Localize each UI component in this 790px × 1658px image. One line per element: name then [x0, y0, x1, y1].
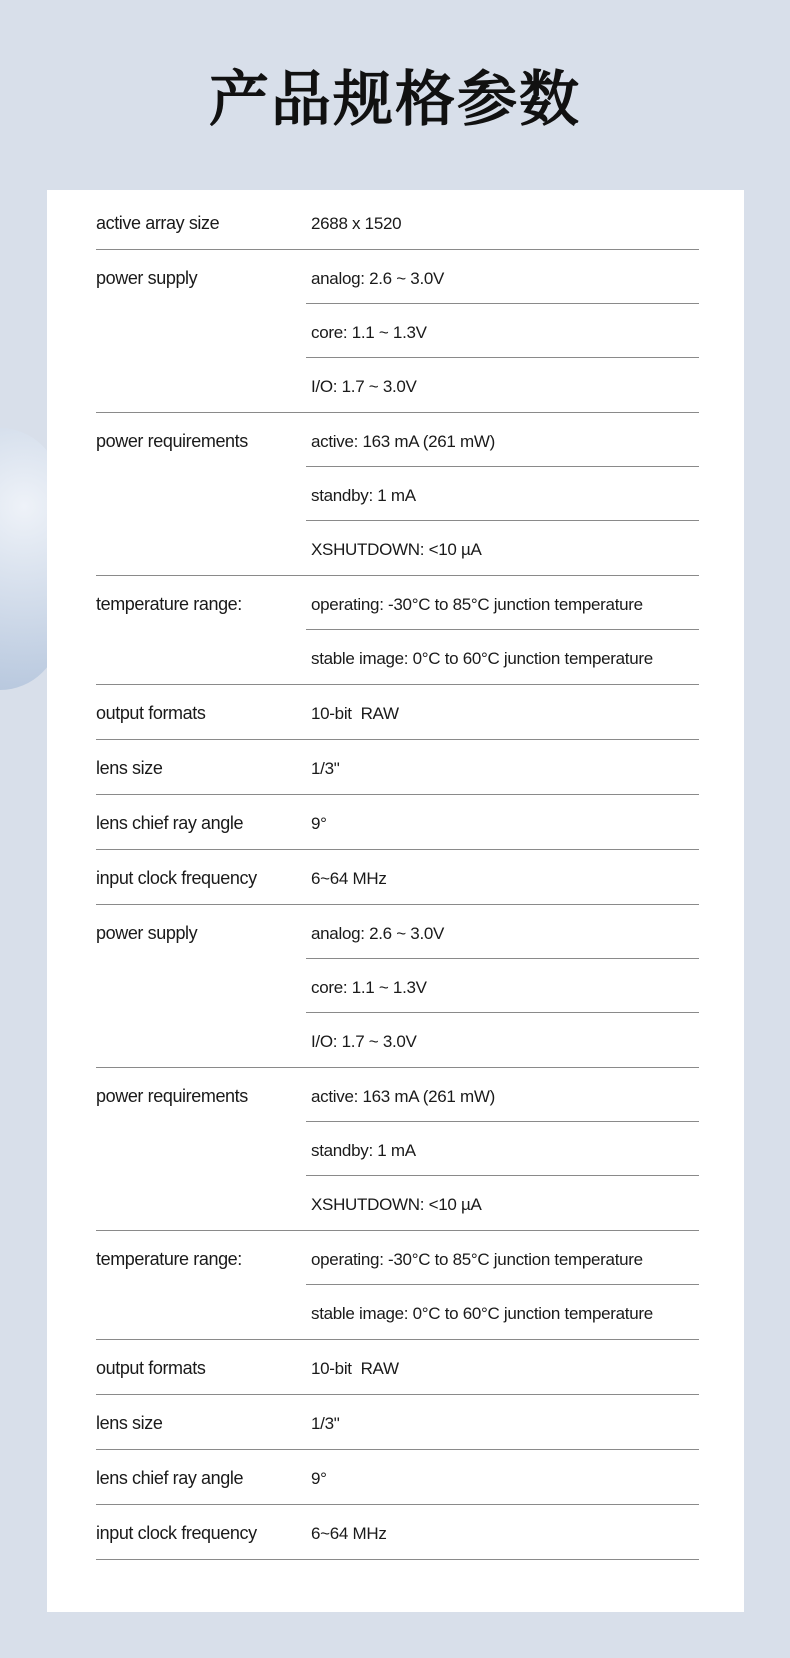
spec-value: stable image: 0°C to 60°C junction temperature [311, 649, 653, 668]
spec-row [96, 195, 699, 250]
spec-row [96, 795, 699, 850]
spec-value: 1/3" [311, 1414, 340, 1433]
spec-value: 1/3" [311, 759, 340, 778]
spec-values [306, 1340, 699, 1394]
spec-value: analog: 2.6 ~ 3.0V [306, 905, 699, 959]
spec-value: core: 1.1 ~ 1.3V [306, 304, 699, 358]
spec-row [96, 250, 699, 413]
spec-row [96, 576, 699, 685]
spec-value: operating: -30°C to 85°C junction temperature [306, 576, 699, 630]
spec-value: operating: -30°C to 85°C junction temperature [306, 1231, 699, 1285]
spec-value: 10-bit RAW [311, 704, 399, 723]
spec-value: 9° [311, 1469, 327, 1488]
spec-values [306, 850, 699, 904]
spec-label: lens size [96, 1413, 163, 1433]
spec-label: temperature range: [96, 594, 242, 614]
spec-value: active: 163 mA (261 mW) [306, 413, 699, 467]
spec-row [96, 413, 699, 576]
spec-row [96, 1505, 699, 1560]
spec-values [306, 1505, 699, 1559]
spec-values [306, 740, 699, 794]
spec-values [306, 1395, 699, 1449]
spec-values [306, 1450, 699, 1504]
spec-label: temperature range: [96, 1249, 242, 1269]
spec-label: input clock frequency [96, 868, 257, 888]
spec-value: 10-bit RAW [311, 1359, 399, 1378]
spec-label: power supply [96, 268, 198, 288]
page-title: 产品规格参数 [209, 66, 581, 133]
spec-label: input clock frequency [96, 1523, 257, 1543]
spec-row [96, 1068, 699, 1231]
spec-label: active array size [96, 213, 220, 233]
spec-values [306, 250, 699, 412]
spec-row [96, 905, 699, 1068]
spec-values [306, 685, 699, 739]
spec-value: active: 163 mA (261 mW) [306, 1068, 699, 1122]
spec-row [96, 850, 699, 905]
spec-values [306, 576, 699, 684]
spec-values [306, 905, 699, 1067]
spec-values [306, 413, 699, 575]
spec-row [96, 1395, 699, 1450]
spec-label: output formats [96, 1358, 206, 1378]
spec-values [306, 195, 699, 249]
spec-value: I/O: 1.7 ~ 3.0V [311, 1032, 417, 1051]
spec-row [96, 1340, 699, 1395]
spec-label: power supply [96, 923, 198, 943]
spec-card [47, 190, 744, 1612]
spec-values [306, 1068, 699, 1230]
spec-label: lens size [96, 758, 163, 778]
spec-value: core: 1.1 ~ 1.3V [306, 959, 699, 1013]
spec-row [96, 1231, 699, 1340]
spec-value: XSHUTDOWN: <10 µA [311, 540, 482, 559]
spec-row [96, 685, 699, 740]
spec-label: lens chief ray angle [96, 1468, 244, 1488]
spec-table [96, 195, 699, 1560]
spec-value: standby: 1 mA [306, 1122, 699, 1176]
spec-values [306, 1231, 699, 1339]
spec-row [96, 740, 699, 795]
spec-value: 2688 x 1520 [311, 214, 402, 233]
spec-value: 9° [311, 814, 327, 833]
spec-label: power requirements [96, 1086, 248, 1106]
spec-label: output formats [96, 703, 206, 723]
spec-value: 6~64 MHz [311, 1524, 387, 1543]
spec-value: 6~64 MHz [311, 869, 387, 888]
spec-label: power requirements [96, 431, 248, 451]
spec-value: XSHUTDOWN: <10 µA [311, 1195, 482, 1214]
spec-value: standby: 1 mA [306, 467, 699, 521]
spec-value: stable image: 0°C to 60°C junction temperature [311, 1304, 653, 1323]
spec-value: I/O: 1.7 ~ 3.0V [311, 377, 417, 396]
spec-row [96, 1450, 699, 1505]
spec-values [306, 795, 699, 849]
spec-label: lens chief ray angle [96, 813, 244, 833]
spec-value: analog: 2.6 ~ 3.0V [306, 250, 699, 304]
